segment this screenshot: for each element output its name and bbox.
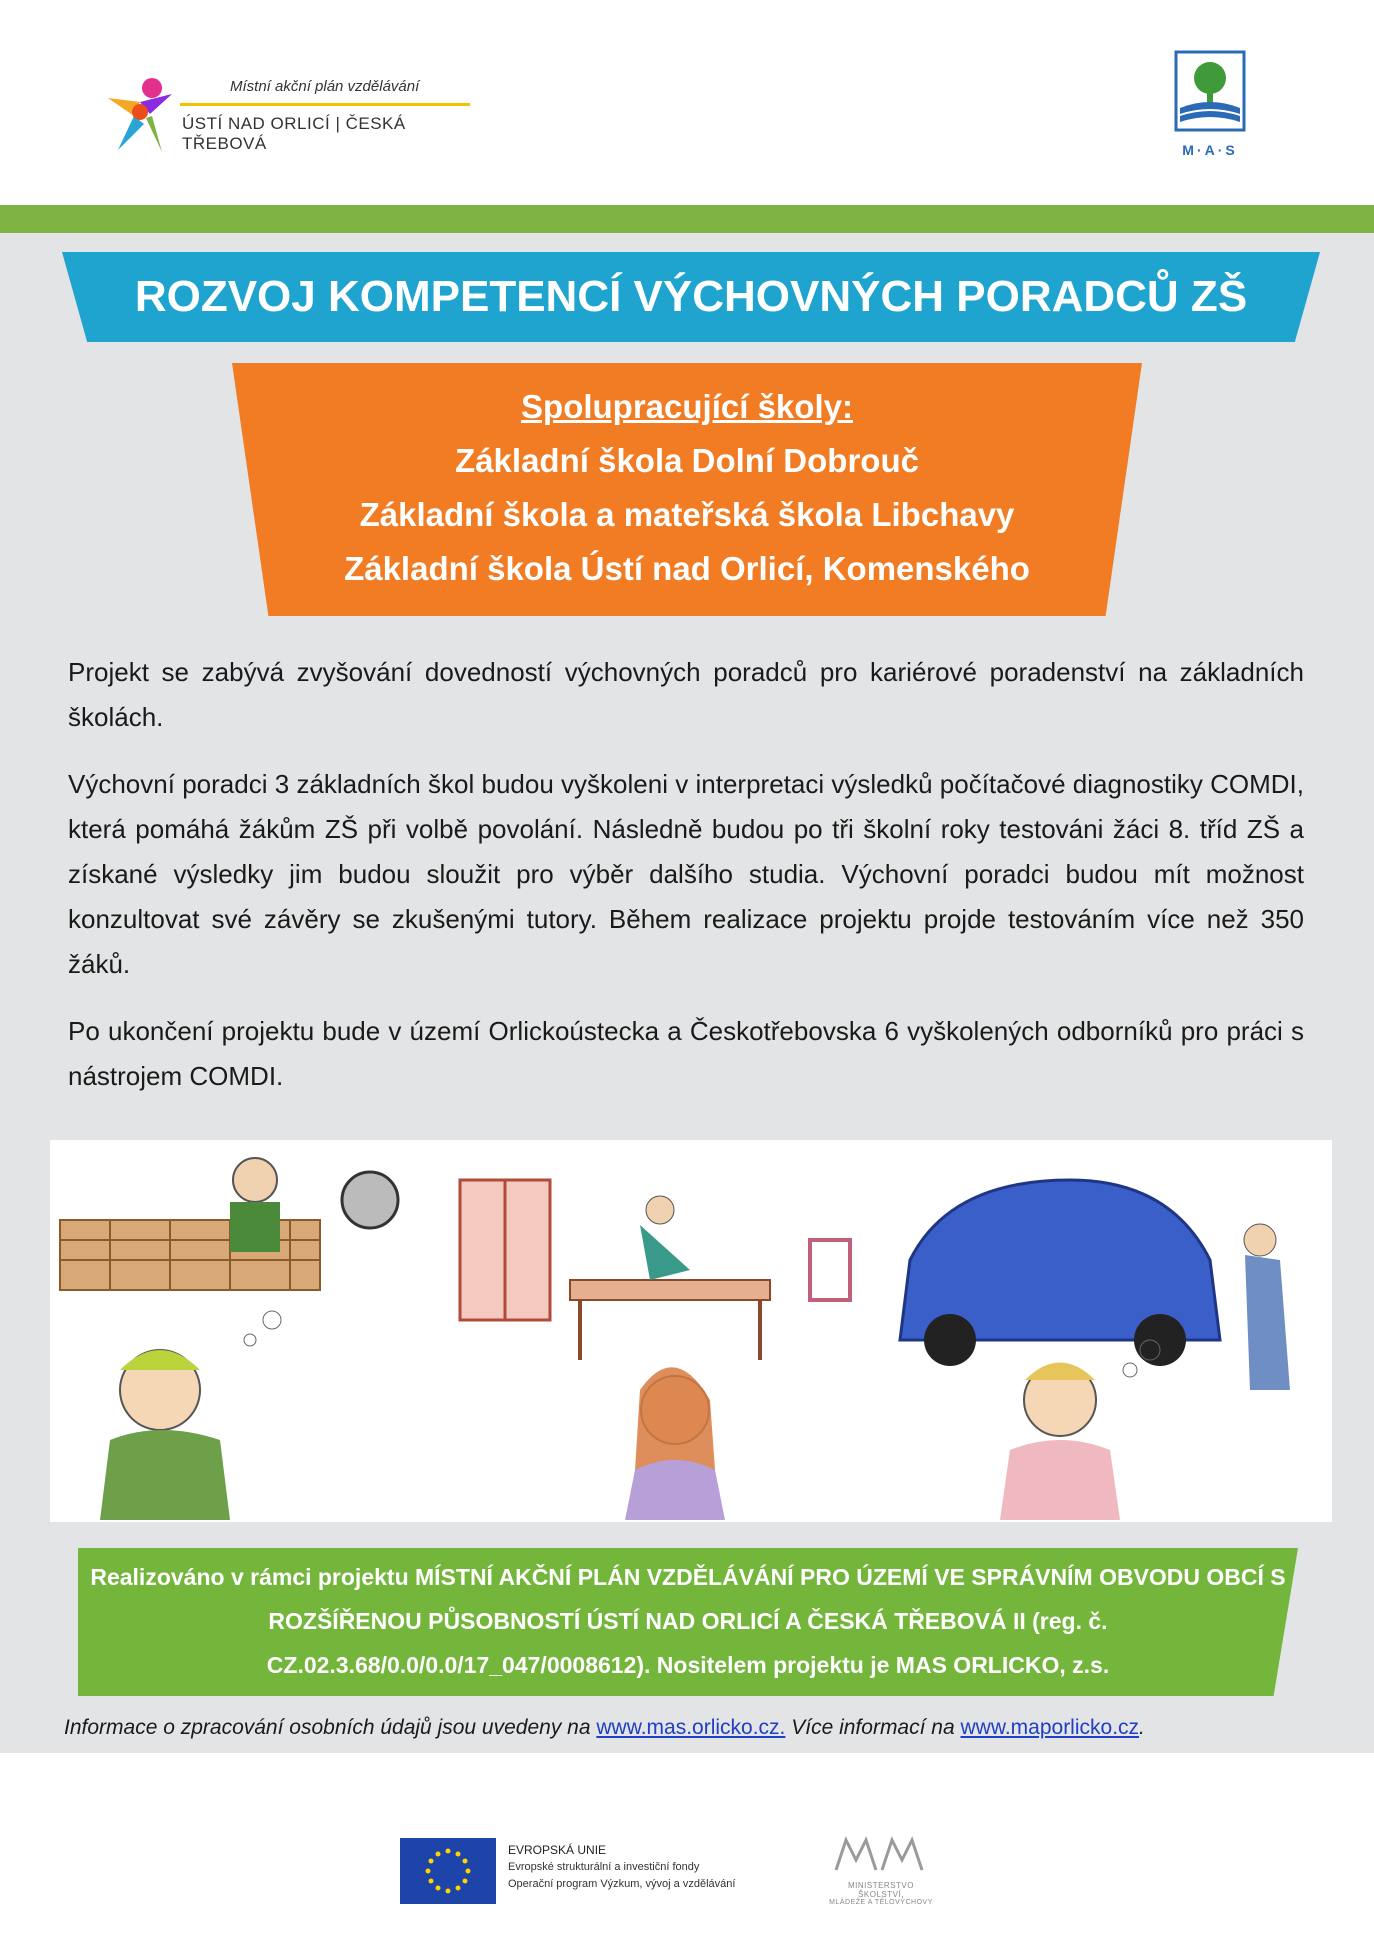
project-info-text: Realizováno v rámci projektu MÍSTNÍ AKČNÍ PLÁN VZDĚLÁVÁNÍ PRO ÚZEMÍ VE SPRÁVNÍM OBVODU OBCÍ S ROZŠÍŘENOU PŮSOBNOSTÍ ÚSTÍ NAD ORLICÍ A ČESKÁ TŘEBOVÁ II (reg. č. CZ.02.3.68/0.0/0.0/17_047/0008612). Nositelem projektu je MAS ORLICKO, z.s.: [90, 1564, 1286, 1678]
map-logo-line1: Místní akční plán vzdělávání: [230, 78, 420, 95]
mas-tree-icon: [1170, 50, 1250, 134]
eu-text: [508, 1842, 735, 1893]
map-logo-line2: ÚSTÍ NAD ORLICÍ | ČESKÁ TŘEBOVÁ: [182, 114, 406, 153]
schools-heading: Spolupracující školy:: [521, 388, 853, 425]
school-item: Základní škola Dolní Dobrouč: [455, 442, 919, 479]
project-description: [68, 650, 1304, 1121]
msmt-line1: MINISTERSTVO ŠKOLSTVÍ,: [847, 1881, 914, 1899]
info-prefix: Informace o zpracování osobních údajů jsou uvedeny na: [64, 1716, 591, 1739]
mas-logo-text: M·A·S: [1182, 142, 1238, 158]
eu-flag-icon: [400, 1838, 496, 1904]
career-dreams-drawing: [50, 1140, 1332, 1522]
eu-line2: Evropské strukturální a investiční fondy: [508, 1861, 700, 1873]
msmt-line2: MLÁDEŽE A TĚLOVÝCHOVY: [829, 1899, 933, 1906]
green-stripe: [0, 205, 1374, 233]
info-suffix: .: [1139, 1716, 1145, 1739]
eu-line3: Operační program Výzkum, vývoj a vzdělávání: [508, 1878, 736, 1890]
mechanic-scene-icon: [900, 1180, 1290, 1520]
info-middle: Více informací na: [791, 1716, 955, 1739]
map-logo-divider: [180, 103, 470, 106]
bricklayer-scene-icon: [60, 1158, 398, 1520]
map-logo: [100, 70, 480, 160]
info-line: [64, 1716, 1314, 1740]
paragraph-intro: Projekt se zabývá zvyšování dovedností výchovných poradců pro kariérové poradenství na základních školách.: [68, 657, 1304, 732]
paragraph-outcome: Po ukončení projektu bude v území Orlickoústecka a Českotřebovska 6 vyškolených odborníků pro práci s nástrojem COMDI.: [68, 1016, 1304, 1091]
mas-logo: [1170, 50, 1250, 158]
msmt-emblem-icon: [826, 1836, 936, 1876]
carpenter-scene-icon: [460, 1180, 850, 1520]
schools-list: [232, 380, 1142, 596]
msmt-logo: [826, 1836, 936, 1906]
school-item: Základní škola Ústí nad Orlicí, Komenského: [344, 550, 1030, 587]
eu-line1: EVROPSKÁ UNIE: [508, 1843, 607, 1857]
header: [0, 0, 1374, 205]
maporlicko-link[interactable]: www.maporlicko.cz: [960, 1716, 1140, 1739]
mas-orlicko-link[interactable]: www.mas.orlicko.cz.: [596, 1716, 786, 1739]
paragraph-details: Výchovní poradci 3 základních škol budou vyškoleni v interpretaci výsledků počítačové diagnostiky COMDI, která pomáhá žákům ZŠ při volbě povolání. Následně budou po tři školní roky testováni žáci 8. tříd ZŠ a získané výsledky jim budou sloužit pro výběr dalšího studia. Výchovní poradci budou mít možnost konzultovat své závěry se zkušenými tutory. Během realizace projektu projde testováním více než 350 žáků.: [68, 769, 1304, 979]
career-illustration: [50, 1140, 1332, 1522]
school-item: Základní škola a mateřská škola Libchavy: [359, 496, 1015, 533]
colorful-star-logo-icon: [100, 72, 180, 156]
page-title: ROZVOJ KOMPETENCÍ VÝCHOVNÝCH PORADCŮ ZŠ: [134, 272, 1248, 321]
